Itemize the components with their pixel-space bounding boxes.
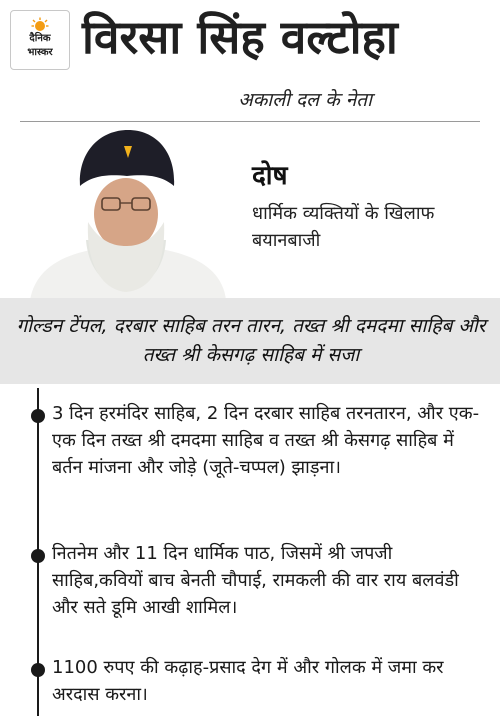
- timeline-dot-icon: [31, 549, 45, 563]
- charge-section: [252, 160, 482, 254]
- header-divider: [20, 121, 480, 122]
- timeline-dot-icon: [31, 663, 45, 677]
- verdict-band: [0, 298, 500, 384]
- verdict-text: गोल्डन टेंपल, दरबार साहिब तरन तारन, तख्त श्री दमदमा साहिब और तख्त श्री केसगढ़ साहिब में सजा: [16, 315, 486, 366]
- portrait-photo: [28, 124, 228, 300]
- logo-text-line2: भास्कर: [27, 47, 53, 58]
- page-title: विरसा सिंह वल्टोहा: [82, 10, 398, 64]
- charge-heading: दोष: [252, 161, 288, 191]
- page-subtitle: अकाली दल के नेता: [238, 89, 372, 111]
- punishment-item-1: 3 दिन हरमंदिर साहिब, 2 दिन दरबार साहिब तरनतारन, और एक-एक दिन तख्त श्री दमदमा साहिब व तख्त श्री केसगढ़ साहिब में बर्तन मांजना और जोड़े (जूते-चप्पल) झाड़ना।: [52, 403, 480, 478]
- sun-icon: [31, 17, 49, 31]
- portrait-illustration: [28, 124, 228, 300]
- logo-text-line1: दैनिक: [29, 33, 51, 44]
- header: [0, 0, 500, 80]
- charge-text: धार्मिक व्यक्तियों के खिलाफ बयानबाजी: [252, 203, 435, 251]
- dainik-bhaskar-logo: [10, 10, 70, 70]
- timeline-dot-icon: [31, 409, 45, 423]
- punishment-item-3: 1100 रुपए की कढ़ाह-प्रसाद देग में और गोलक में जमा कर अरदास करना।: [52, 657, 444, 705]
- punishment-item-2: नितनेम और 11 दिन धार्मिक पाठ, जिसमें श्री जपजी साहिब,कवियों बाच बेनती चौपाई, रामकली की वार राय बलवंडी और सते डूमि आखी शामिल।: [52, 543, 459, 618]
